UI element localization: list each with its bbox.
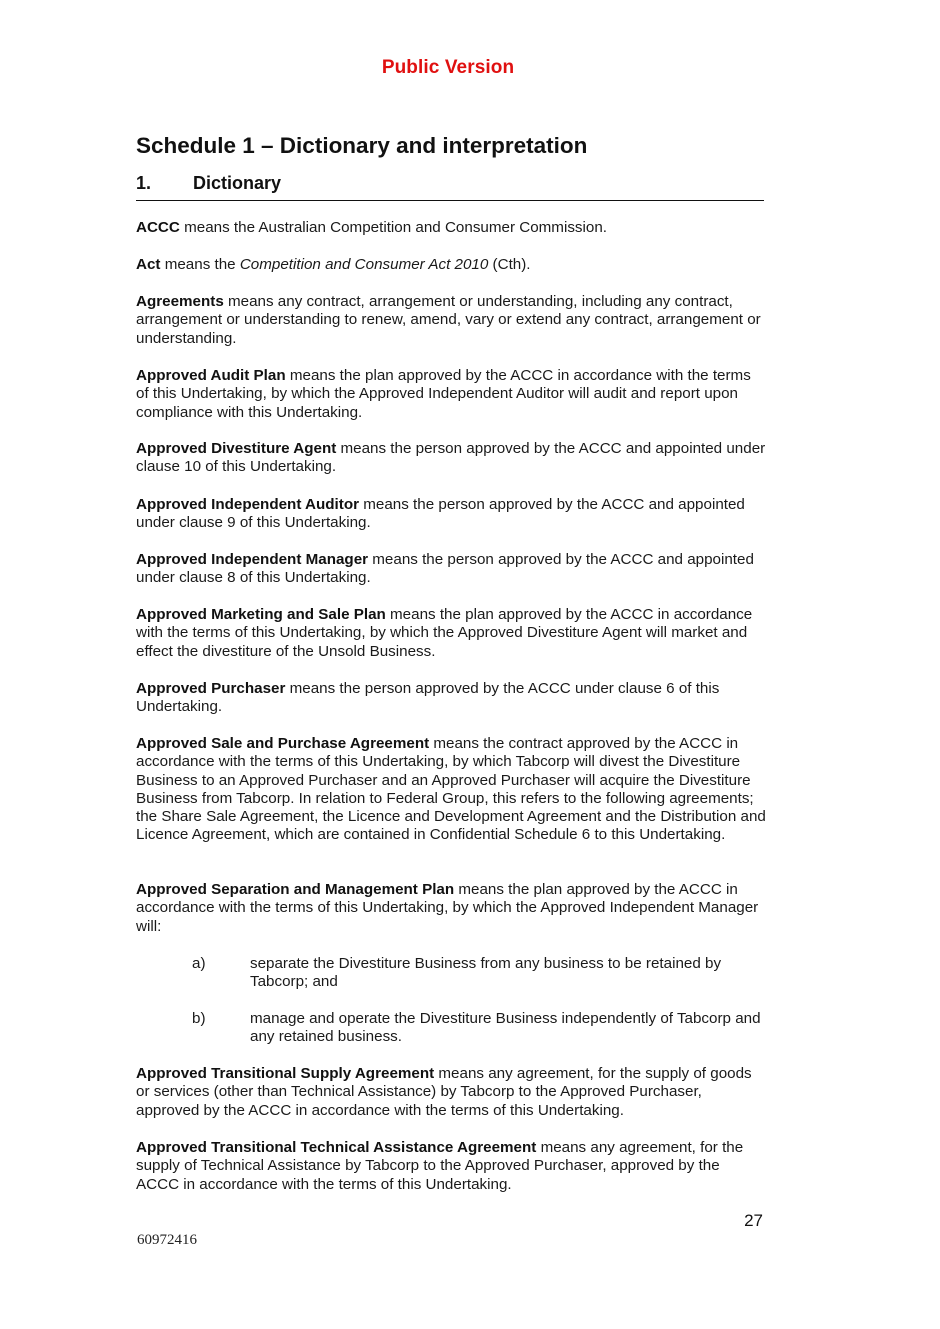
definition-approved-independent-manager [136, 551, 766, 588]
definition-term: Approved Sale and Purchase Agreement [136, 735, 430, 752]
definition-term: Approved Transitional Technical Assistance Agreement [136, 1139, 537, 1156]
definition-text: means the plan approved by the ACCC in accordance with the terms of this Undertaking, by which the Approved Independent Auditor will audit and report upon compliance with this Undertaking. [136, 367, 751, 421]
definition-text: means the contract approved by the ACCC in accordance with the terms of this Undertaking, by which Tabcorp will divest the Divestiture Business to an Approved Purchaser and an Approved Purchaser will acquire the Divestiture Business from Tabcorp. In relation to Federal Group, this refers to the following agreements; the Share Sale Agreement, the Licence and Development Agreement and the Distribution and Licence Agreement, which are contained in Confidential Schedule 6 to this Undertaking. [136, 735, 766, 844]
definition-text: means the person approved by the ACCC and appointed under clause 8 of this Undertaking. [136, 551, 754, 587]
definition-term: Approved Independent Manager [136, 551, 369, 568]
definition-agreements [136, 293, 766, 348]
definition-text: means the plan approved by the ACCC in accordance with the terms of this Undertaking, by which the Approved Independent Manager will: [136, 881, 759, 935]
definition-text: means any agreement, for the supply of goods or services (other than Technical Assistance) by Tabcorp to the Approved Purchaser, approved by the ACCC in accordance with the terms of this Undertaking. [136, 1065, 752, 1119]
definition-text: (Cth). [488, 256, 531, 273]
definition-text: means the plan approved by the ACCC in accordance with the terms of this Undertaking, by which the Approved Divestiture Agent will market and effect the divestiture of the Unsold Business. [136, 606, 753, 660]
definition-term: Approved Separation and Management Plan [136, 881, 455, 898]
definition-term: Agreements [136, 293, 224, 310]
definition-term: Act [136, 256, 161, 273]
definition-text: means the person approved by the ACCC under clause 6 of this Undertaking. [136, 680, 720, 716]
public-version-banner: Public Version [381, 57, 515, 78]
schedule-title: Schedule 1 – Dictionary and interpretation [136, 133, 588, 158]
definition-approved-sale-and-purchase-agreement [136, 735, 766, 845]
definition-approved-purchaser [136, 680, 766, 717]
definition-approved-separation-and-management-plan [136, 881, 766, 936]
section-title: Dictionary [193, 173, 282, 193]
definition-text: means the [160, 256, 240, 273]
page-number: 27 [744, 1211, 763, 1230]
definition-approved-transitional-supply-agreement [136, 1065, 766, 1120]
definition-accc [136, 219, 766, 237]
definition-term: Approved Independent Auditor [136, 496, 360, 513]
definition-term: Approved Marketing and Sale Plan [136, 606, 386, 623]
definition-act [136, 256, 766, 274]
definition-approved-divestiture-agent [136, 440, 766, 477]
definition-term: Approved Divestiture Agent [136, 440, 337, 457]
list-item-text: separate the Divestiture Business from any business to be retained by Tabcorp; and [250, 955, 722, 991]
section-heading [136, 173, 764, 201]
definition-term: Approved Audit Plan [136, 367, 286, 384]
document-id: 60972416 [137, 1232, 197, 1248]
list-item-label: b) [192, 1010, 206, 1027]
definition-text: means the Australian Competition and Consumer Commission. [179, 219, 608, 236]
definition-text: means any agreement, for the supply of Technical Assistance by Tabcorp to the Approved Purchaser, approved by the ACCC in accordance with the terms of this Undertaking. [136, 1139, 744, 1193]
definition-term: Approved Transitional Supply Agreement [136, 1065, 435, 1082]
definition-term: Approved Purchaser [136, 680, 286, 697]
definition-term: ACCC [136, 219, 180, 236]
definition-approved-transitional-technical-assistance-agreement [136, 1139, 766, 1194]
list-item-text: manage and operate the Divestiture Business independently of Tabcorp and any retained business. [250, 1010, 761, 1046]
definition-text: means any contract, arrangement or understanding, including any contract, arrangement or understanding to renew, amend, vary or extend any contract, arrangement or understanding. [136, 293, 761, 347]
definition-text: means the person approved by the ACCC and appointed under clause 10 of this Undertaking. [136, 440, 766, 476]
list-item-label: a) [192, 955, 206, 972]
section-number: 1. [136, 173, 152, 193]
definition-approved-marketing-and-sale-plan [136, 606, 766, 661]
definition-approved-independent-auditor [136, 496, 766, 533]
definition-approved-audit-plan [136, 367, 766, 422]
definition-text: means the person approved by the ACCC and appointed under clause 9 of this Undertaking. [136, 496, 745, 532]
act-title: Competition and Consumer Act 2010 [239, 256, 489, 273]
